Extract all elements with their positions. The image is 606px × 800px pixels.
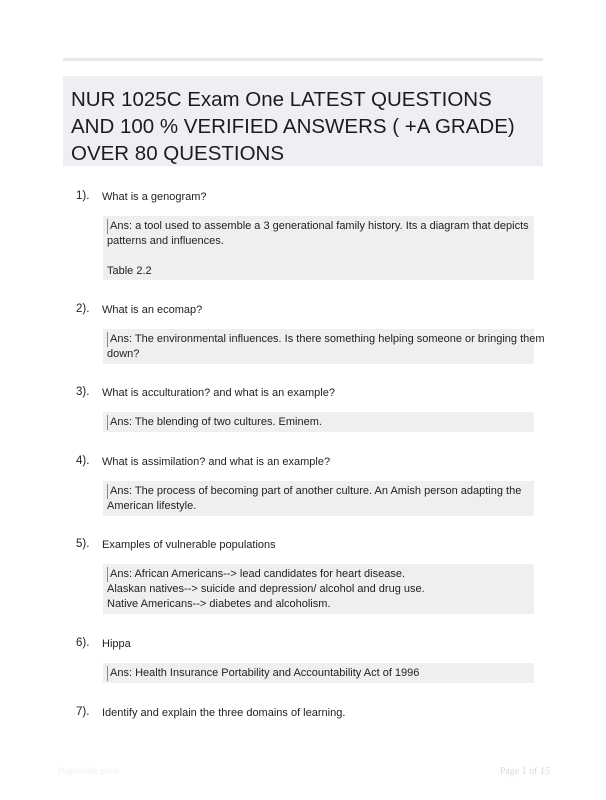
answer-box bbox=[103, 481, 534, 516]
answer-box bbox=[103, 216, 534, 280]
title-banner bbox=[63, 76, 543, 166]
question-text: Examples of vulnerable populations bbox=[102, 539, 276, 551]
answer-box bbox=[103, 663, 534, 683]
question-number: 7). bbox=[76, 706, 90, 718]
answer-line: Ans: a tool used to assemble a 3 generational family history. Its a diagram that depicts bbox=[107, 219, 528, 234]
question-number: 4). bbox=[76, 455, 90, 467]
answer-box bbox=[103, 412, 534, 432]
answer-box bbox=[103, 329, 545, 364]
document-title: NUR 1025C Exam One LATEST QUESTIONS AND 100 % VERIFIED ANSWERS ( +A GRADE) OVER 80 QUESTIONS bbox=[71, 88, 515, 165]
answer-line: Ans: African Americans--> lead candidates for heart disease. bbox=[107, 567, 528, 582]
answer-line: patterns and influences. bbox=[107, 235, 224, 247]
question-number: 5). bbox=[76, 538, 90, 550]
question-number: 3). bbox=[76, 386, 90, 398]
answer-reference: Table 2.2 bbox=[107, 265, 152, 277]
answer-line: down? bbox=[107, 348, 140, 360]
footer-watermark: Papertific.com bbox=[58, 766, 119, 777]
page-indicator: Page 1 of 15 bbox=[499, 766, 550, 777]
question-text: Identify and explain the three domains of learning. bbox=[102, 707, 346, 719]
question-number: 2). bbox=[76, 303, 90, 315]
answer-line: Alaskan natives--> suicide and depression/ alcohol and drug use. bbox=[107, 583, 425, 595]
question-text: What is acculturation? and what is an example? bbox=[102, 387, 335, 399]
question-text: What is a genogram? bbox=[102, 191, 207, 203]
question-text: What is an ecomap? bbox=[102, 304, 203, 316]
answer-line: Ans: The blending of two cultures. Eminem. bbox=[107, 415, 528, 430]
answer-line: Ans: Health Insurance Portability and Accountability Act of 1996 bbox=[107, 666, 528, 681]
top-divider bbox=[63, 58, 543, 61]
answer-line: American lifestyle. bbox=[107, 500, 197, 512]
question-text: What is assimilation? and what is an example? bbox=[102, 456, 331, 468]
answer-line: Ans: The process of becoming part of another culture. An Amish person adapting the bbox=[107, 484, 528, 499]
question-number: 1). bbox=[76, 190, 90, 202]
answer-box bbox=[103, 564, 534, 614]
answer-line: Ans: The environmental influences. Is there something helping someone or bringing them bbox=[107, 332, 528, 347]
question-number: 6). bbox=[76, 637, 90, 649]
question-text: Hippa bbox=[102, 638, 131, 650]
answer-line: Native Americans--> diabetes and alcoholism. bbox=[107, 598, 331, 610]
